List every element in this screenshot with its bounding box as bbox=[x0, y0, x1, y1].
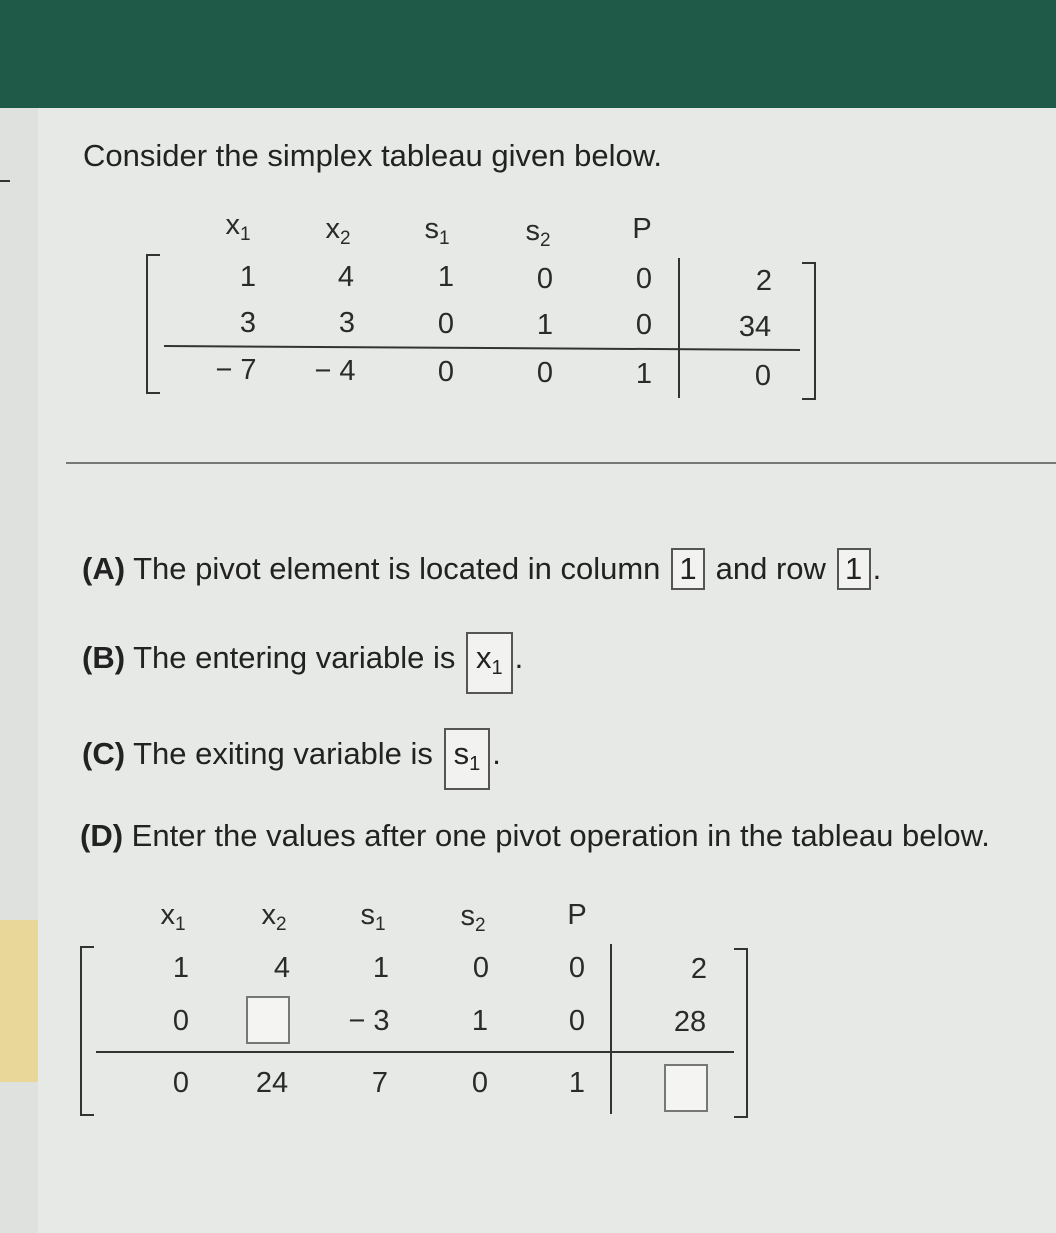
t2-cell-r1c4: 0 bbox=[472, 952, 490, 984]
t1-cell-r2c2: 3 bbox=[338, 307, 356, 339]
t2-header-x1: $x_1$ bbox=[160, 899, 186, 935]
t1-cell-r1c3: 1 bbox=[437, 261, 455, 293]
t2-left-bracket bbox=[80, 946, 94, 1116]
problem-heading: Consider the simplex tableau given below. bbox=[83, 138, 663, 173]
t1-header-p: P bbox=[632, 213, 652, 245]
t1-cell-r2rhs: 34 bbox=[738, 311, 772, 343]
t1-header-x1: $x_1$ bbox=[225, 209, 251, 245]
t2-cell-r2c5: 0 bbox=[568, 1005, 586, 1037]
t1-cell-r3c1: − 7 bbox=[215, 354, 257, 386]
yellow-side-tab bbox=[0, 920, 38, 1082]
question-b: (B) The entering variable is $x_1$ . bbox=[82, 632, 523, 694]
t2-cell-r3c2: 24 bbox=[255, 1067, 289, 1099]
section-divider bbox=[66, 462, 1056, 464]
t1-cell-r1c2: 4 bbox=[337, 261, 355, 293]
t1-header-s1: $s_1$ bbox=[424, 213, 450, 249]
t2-cell-r1rhs: 2 bbox=[690, 953, 708, 985]
t1-objective-divider bbox=[164, 345, 800, 351]
t1-cell-r3c2: − 4 bbox=[314, 355, 356, 387]
t1-cell-r1c1: 1 bbox=[239, 261, 257, 293]
t1-cell-r3c3: 0 bbox=[437, 356, 455, 388]
t2-cell-r3c4: 0 bbox=[471, 1067, 489, 1099]
pivot-row-answer[interactable]: 1 bbox=[837, 548, 871, 590]
t2-cell-r1c2: 4 bbox=[273, 952, 291, 984]
t1-cell-r2c3: 0 bbox=[437, 308, 455, 340]
t2-input-r3rhs[interactable] bbox=[664, 1064, 708, 1112]
t2-cell-r3c3: 7 bbox=[371, 1067, 389, 1099]
t2-cell-r3c5: 1 bbox=[568, 1067, 586, 1099]
t2-header-x2: $x_2$ bbox=[261, 899, 287, 935]
t1-cell-r1rhs: 2 bbox=[755, 265, 773, 297]
question-c: (C) The exiting variable is $s_1$ . bbox=[82, 728, 501, 790]
t1-cell-r3c4: 0 bbox=[536, 357, 554, 389]
t2-objective-divider bbox=[96, 1051, 734, 1053]
t2-input-r2c2[interactable] bbox=[246, 996, 290, 1044]
t1-cell-r1c5: 0 bbox=[635, 263, 653, 295]
t2-cell-r1c1: 1 bbox=[172, 952, 190, 984]
side-marker bbox=[0, 180, 10, 182]
t1-header-s2: $s_2$ bbox=[525, 215, 551, 251]
t1-cell-r3rhs: 0 bbox=[754, 360, 772, 392]
t2-cell-r2c1: 0 bbox=[172, 1005, 190, 1037]
top-bar bbox=[0, 0, 1056, 108]
t1-cell-r2c5: 0 bbox=[635, 309, 653, 341]
t1-cell-r2c1: 3 bbox=[239, 307, 257, 339]
t2-cell-r1c5: 0 bbox=[568, 952, 586, 984]
question-a: (A) The pivot element is located in column 1 and row 1 . bbox=[82, 548, 881, 590]
question-d: (D) Enter the values after one pivot operation in the tableau below. bbox=[80, 818, 990, 853]
t2-header-p: P bbox=[567, 899, 587, 931]
t2-header-s2: $s_2$ bbox=[460, 900, 486, 936]
t2-cell-r3c1: 0 bbox=[172, 1067, 190, 1099]
t1-header-x2: $x_2$ bbox=[325, 213, 351, 249]
t2-cell-r2rhs: 28 bbox=[673, 1006, 707, 1038]
t2-right-bracket bbox=[734, 948, 748, 1118]
t2-header-s1: $s_1$ bbox=[360, 899, 386, 935]
t1-rhs-divider bbox=[678, 258, 680, 398]
entering-variable-answer[interactable]: $x_1$ bbox=[466, 632, 513, 694]
t2-cell-r1c3: 1 bbox=[372, 952, 390, 984]
t2-rhs-divider bbox=[610, 944, 612, 1114]
exiting-variable-answer[interactable]: $s_1$ bbox=[444, 728, 491, 790]
t1-cell-r3c5: 1 bbox=[635, 358, 653, 390]
t1-left-bracket bbox=[146, 254, 160, 394]
t1-cell-r1c4: 0 bbox=[536, 263, 554, 295]
t2-cell-r2c4: 1 bbox=[471, 1005, 489, 1037]
pivot-column-answer[interactable]: 1 bbox=[671, 548, 705, 590]
t2-cell-r2c3: − 3 bbox=[348, 1005, 390, 1037]
t1-cell-r2c4: 1 bbox=[536, 309, 554, 341]
t1-right-bracket bbox=[802, 262, 816, 400]
